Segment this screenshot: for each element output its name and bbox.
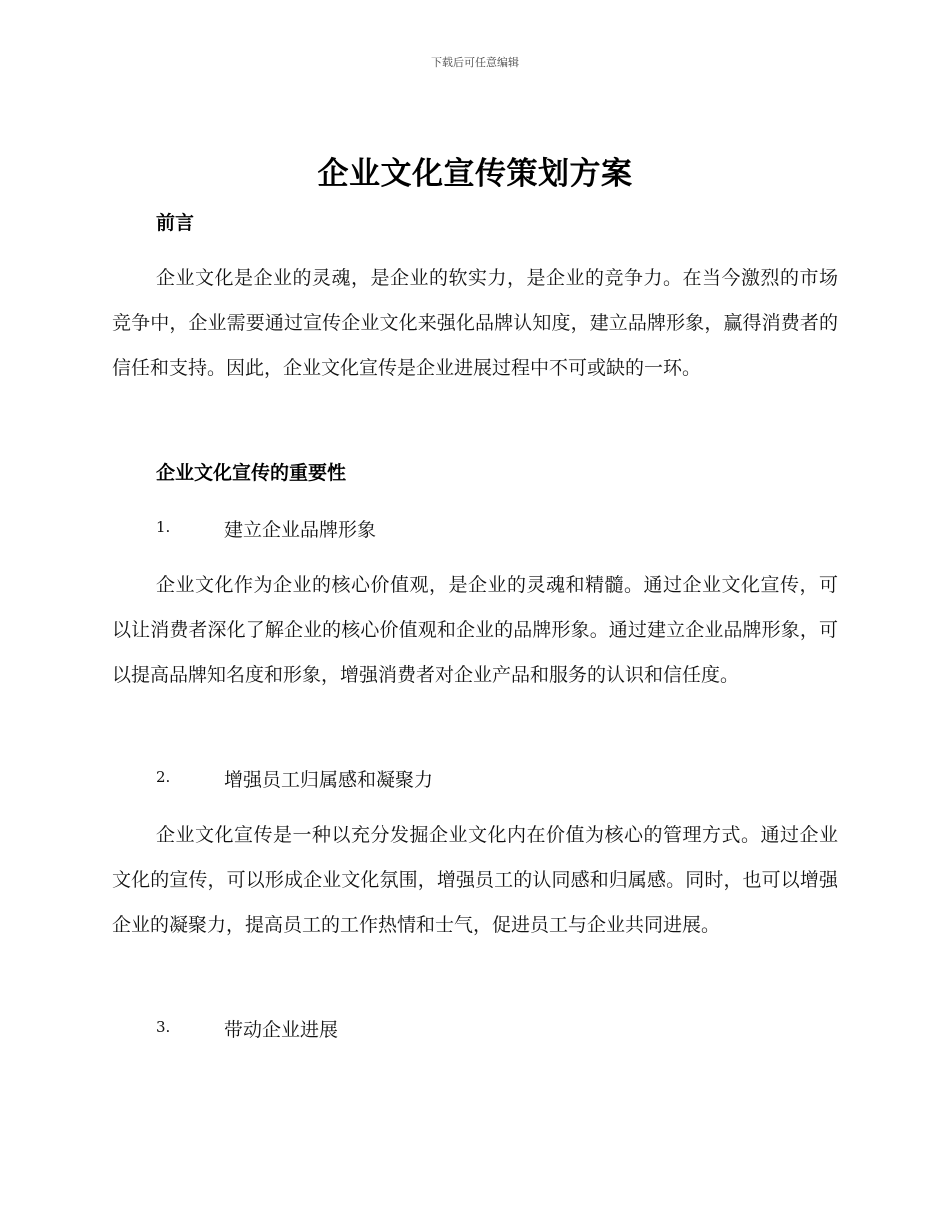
list-item-title: 增强员工归属感和凝聚力 xyxy=(224,769,434,791)
list-number: 3. xyxy=(156,1018,171,1036)
document-title: 企业文化宣传策划方案 xyxy=(317,156,633,192)
paragraph-brand-image: 企业文化作为企业的核心价值观，是企业的灵魂和精髓。通过企业文化宣传，可以让消费者深化了解企业的核心价值观和企业的品牌形象。通过建立企业品牌形象，可以提高品牌知名度和形象，增强消费者对企业产品和服务的认识和信任度。 xyxy=(112,574,838,686)
section-heading-preface: 前言 xyxy=(156,212,195,234)
list-number: 1. xyxy=(156,518,171,536)
header-note: 下载后可任意编辑 xyxy=(431,56,519,69)
list-item-title: 带动企业进展 xyxy=(224,1019,339,1041)
list-item-title: 建立企业品牌形象 xyxy=(224,519,377,541)
list-number: 2. xyxy=(156,768,171,786)
paragraph-employee-belonging: 企业文化宣传是一种以充分发掘企业文化内在价值为核心的管理方式。通过企业文化的宣传，可以形成企业文化氛围，增强员工的认同感和归属感。同时，也可以增强企业的凝聚力，提高员工的工作热情和士气，促进员工与企业共同进展。 xyxy=(112,824,838,936)
paragraph-preface: 企业文化是企业的灵魂，是企业的软实力，是企业的竞争力。在当今激烈的市场竞争中，企业需要通过宣传企业文化来强化品牌认知度，建立品牌形象，赢得消费者的信任和支持。因此，企业文化宣传是企业进展过程中不可或缺的一环。 xyxy=(112,267,838,379)
section-heading-importance: 企业文化宣传的重要性 xyxy=(156,462,347,484)
